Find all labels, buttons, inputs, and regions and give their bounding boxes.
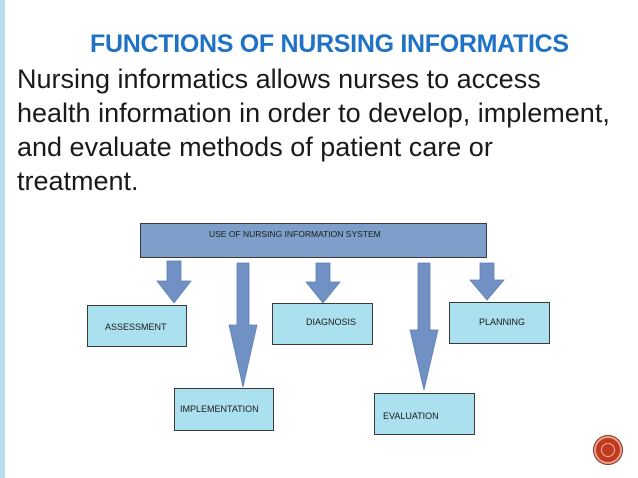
implementation-box — [174, 388, 274, 431]
assessment-box — [87, 305, 187, 347]
planning-label: PLANNING — [479, 317, 526, 327]
root-box — [140, 223, 487, 258]
root-label: USE OF NURSING INFORMATION SYSTEM — [209, 229, 381, 239]
implementation-label: IMPLEMENTATION — [180, 404, 259, 414]
arrow-to-assessment — [157, 261, 191, 303]
evaluation-box — [374, 393, 475, 435]
slide-title: FUNCTIONS OF NURSING INFORMATICS — [90, 30, 569, 58]
diagnosis-box — [272, 303, 373, 345]
arrow-to-evaluation — [410, 263, 438, 390]
diagnosis-label: DIAGNOSIS — [306, 317, 357, 327]
arrow-to-implementation — [229, 263, 257, 387]
arrow-to-diagnosis — [306, 263, 340, 303]
assessment-label: ASSESSMENT — [105, 322, 167, 332]
evaluation-label: EVALUATION — [383, 411, 439, 421]
slide-body-text: Nursing informatics allows nurses to access health information in order to develop, implement, and evaluate methods of patient care or treatment. — [17, 64, 610, 196]
circle-button-icon[interactable] — [594, 436, 622, 464]
arrow-to-planning — [470, 263, 504, 300]
planning-box — [449, 302, 550, 344]
